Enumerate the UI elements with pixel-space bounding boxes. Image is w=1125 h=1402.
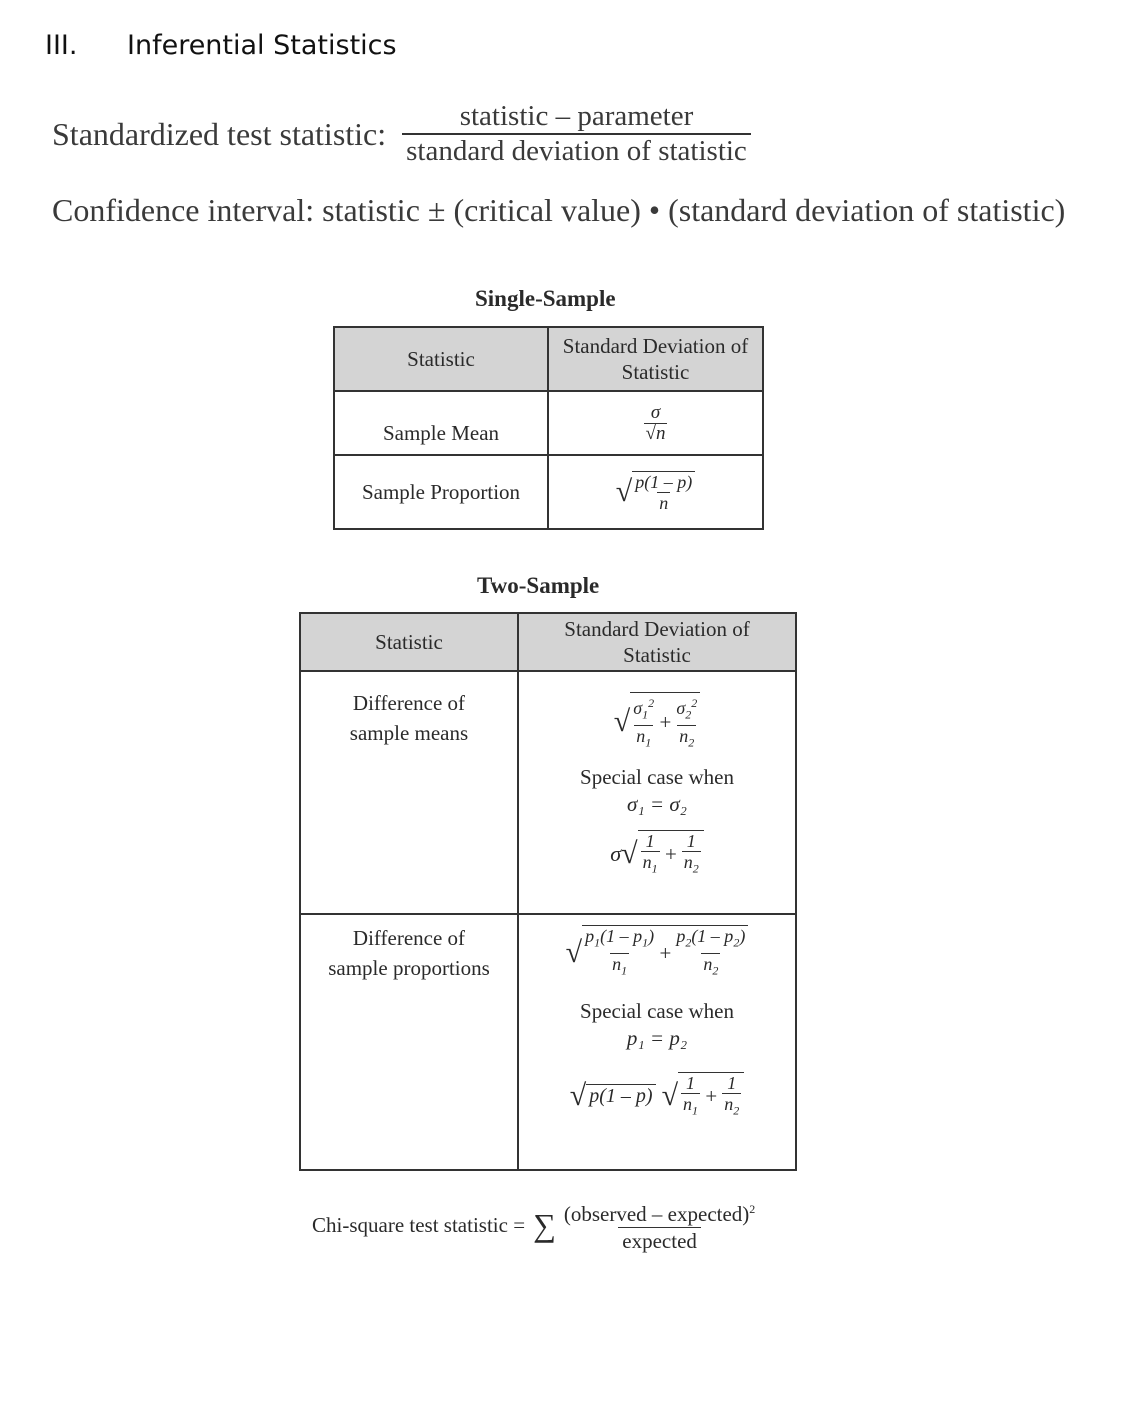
header-std-dev: Standard Deviation of Statistic: [548, 327, 763, 391]
section-heading: [45, 30, 397, 61]
header-statistic: Statistic: [300, 613, 518, 671]
chi-square-formula: [312, 1196, 759, 1254]
single-sample-title: Single-Sample: [475, 286, 616, 311]
special-case-means-label: Special case when: [580, 765, 734, 790]
section-title: Inferential Statistics: [127, 30, 397, 61]
table-header-row: [334, 327, 763, 391]
chi-square-fraction: [560, 1196, 759, 1254]
confidence-interval: Confidence interval: statistic ± (critical value) • (standard deviation of statistic): [52, 192, 1066, 228]
special-case-means-condition: σ₁ = σ₂: [627, 792, 687, 817]
header-statistic: Statistic: [334, 327, 548, 391]
special-case-proportions-condition: p₁ = p₂: [626, 1026, 688, 1051]
table-row: [334, 391, 763, 455]
chi-square-label: Chi-square test statistic =: [312, 1212, 526, 1237]
row-statistic-sample-proportion: Sample Proportion: [334, 455, 548, 529]
chi-square-numerator: (observed – expected): [563, 1202, 750, 1226]
formula-pooled-proportion: √ p(1 – p) √ $\frac{1}{n_1}$ + $\frac{1}{n_2}$: [570, 1072, 744, 1121]
two-sample-table: [299, 612, 797, 1171]
standardized-denominator: standard deviation of statistic: [402, 133, 751, 168]
row-statistic-difference-proportions: Difference of sample proportions: [300, 914, 518, 1170]
table-header-row: [300, 613, 796, 671]
row-statistic-difference-means: Difference of sample means: [300, 671, 518, 914]
chi-square-exponent: 2: [749, 1202, 756, 1216]
formula-sqrt-p-one-minus-p-over-n: √ $\frac{p(1 - p)}{n}$: [548, 455, 763, 529]
chi-square-denominator: expected: [618, 1227, 701, 1254]
table-row: [300, 914, 796, 1170]
header-std-dev: Standard Deviation of Statistic: [518, 613, 796, 671]
formula-sigma-over-root-n: $\frac{\sigma}{√n}$: [548, 391, 763, 455]
standardized-numerator: statistic – parameter: [459, 100, 694, 132]
single-sample-table: [333, 326, 764, 530]
standardized-fraction: [402, 100, 751, 168]
formula-difference-means: [518, 671, 796, 914]
section-number: III.: [45, 30, 78, 61]
special-case-proportions-label: Special case when: [580, 999, 734, 1024]
summation-symbol: ∑: [533, 1206, 556, 1243]
table-row: [300, 671, 796, 914]
formula-sigma-sqrt-reciprocal-sum: σ √ $\frac{1}{n_1}$ + $\frac{1}{n_2}$: [610, 830, 704, 879]
standardized-label: Standardized test statistic:: [52, 115, 387, 152]
standardized-formula: [52, 100, 751, 168]
table-row: [334, 455, 763, 529]
formula-sqrt-sigma-squared-sum: √ $\frac{\sigma_1^2}{n_1}$ + $\frac{\sigma_2^2}{n_2}$: [614, 692, 700, 752]
two-sample-title: Two-Sample: [477, 573, 600, 598]
formula-sqrt-proportions-sum: √ $\frac{p_1(1 - p_1)}{n_1}$ + $\frac{p_2(1 - p_2)}{n_2}$: [566, 925, 749, 980]
formula-difference-proportions: [518, 914, 796, 1170]
row-statistic-sample-mean: Sample Mean: [334, 391, 548, 455]
